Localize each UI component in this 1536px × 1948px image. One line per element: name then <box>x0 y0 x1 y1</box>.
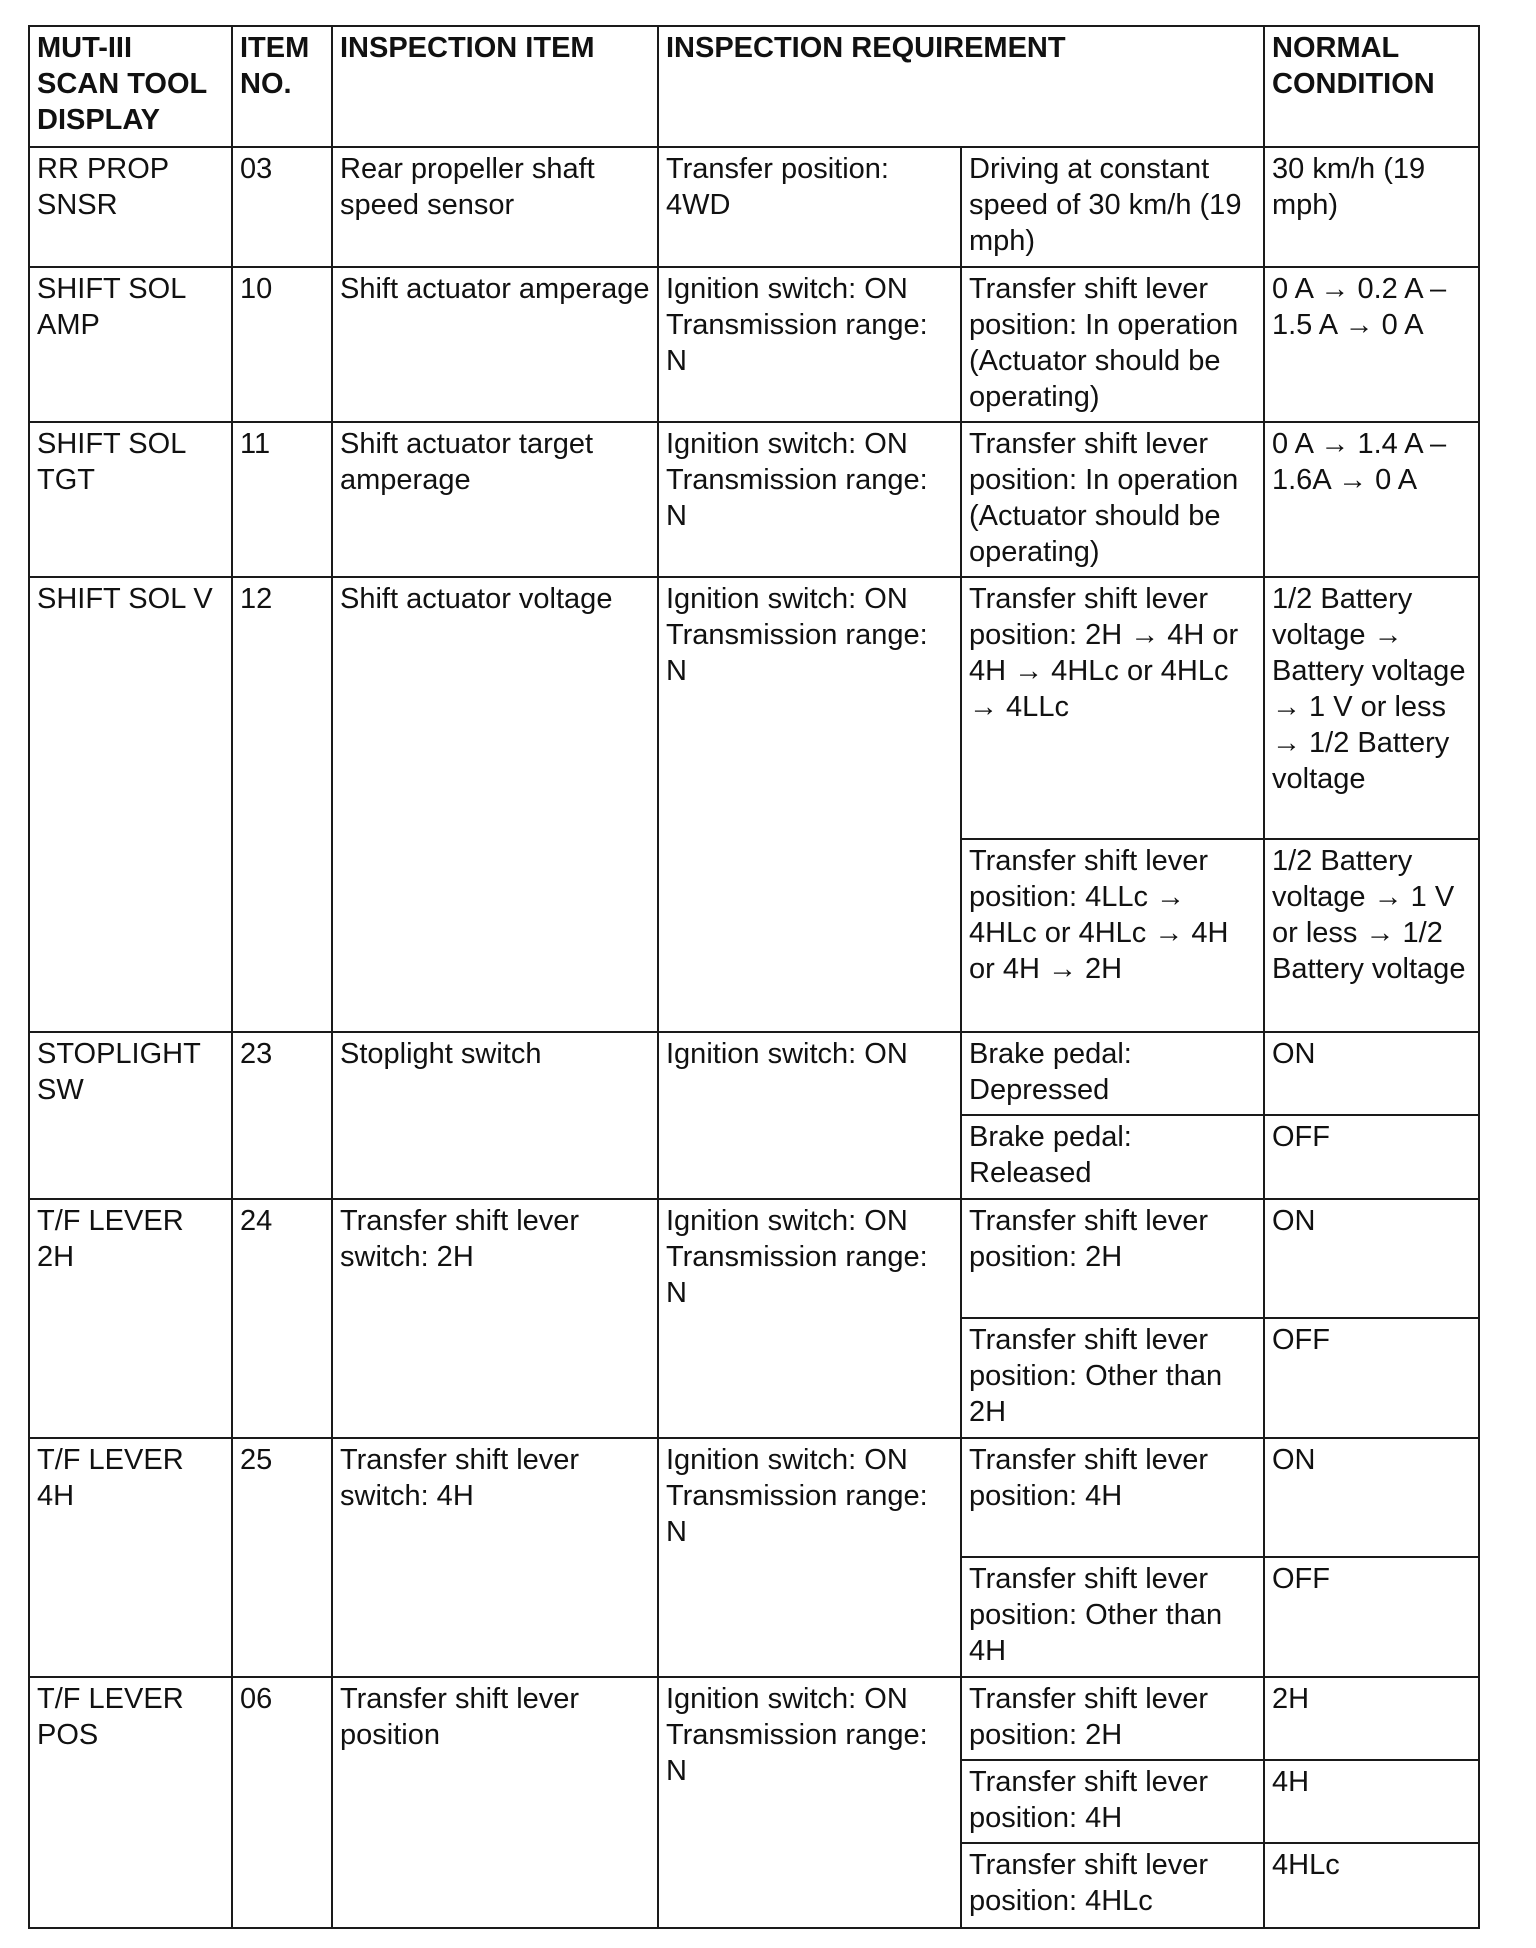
condition-state-cell: Transfer shift lever position: Other than 2H <box>961 1318 1264 1438</box>
item-no-cell: 23 <box>232 1032 332 1199</box>
requirement-cell: Ignition switch: ON Transmission range: N <box>658 1677 961 1928</box>
normal-condition-cell: ON <box>1264 1032 1479 1115</box>
condition-state-cell: Transfer shift lever position: 4HLc <box>961 1843 1264 1928</box>
table-row <box>29 1438 1479 1557</box>
header-row <box>29 26 1479 147</box>
condition-state-cell: Brake pedal: Released <box>961 1115 1264 1199</box>
display-cell: RR PROP SNSR <box>29 147 232 267</box>
normal-condition-cell: 4H <box>1264 1760 1479 1843</box>
display-cell: SHIFT SOL V <box>29 577 232 1032</box>
item-no-cell: 25 <box>232 1438 332 1677</box>
normal-condition-cell: 4HLc <box>1264 1843 1479 1928</box>
header-display: MUT-III SCAN TOOL DISPLAY <box>29 26 232 147</box>
item-no-cell: 11 <box>232 422 332 577</box>
normal-condition-cell: OFF <box>1264 1318 1479 1438</box>
condition-state-cell: Transfer shift lever position: Other than 4H <box>961 1557 1264 1677</box>
display-cell: T/F LEVER 2H <box>29 1199 232 1438</box>
condition-state-cell: Brake pedal: Depressed <box>961 1032 1264 1115</box>
header-inspection-item: INSPECTION ITEM <box>332 26 658 147</box>
inspection-item-cell: Transfer shift lever switch: 4H <box>332 1438 658 1677</box>
inspection-item-cell: Stoplight switch <box>332 1032 658 1199</box>
inspection-item-cell: Transfer shift lever position <box>332 1677 658 1928</box>
table-row <box>29 147 1479 267</box>
normal-condition-cell: ON <box>1264 1199 1479 1318</box>
condition-state-cell: Transfer shift lever position: 4H <box>961 1438 1264 1557</box>
table-row <box>29 1032 1479 1115</box>
display-cell: T/F LEVER POS <box>29 1677 232 1928</box>
table-row <box>29 1199 1479 1318</box>
display-cell: SHIFT SOL AMP <box>29 267 232 422</box>
normal-condition-cell: 0 A → 0.2 A – 1.5 A → 0 A <box>1264 267 1479 422</box>
inspection-item-cell: Transfer shift lever switch: 2H <box>332 1199 658 1438</box>
normal-condition-cell: ON <box>1264 1438 1479 1557</box>
inspection-item-cell: Shift actuator voltage <box>332 577 658 1032</box>
header-item-no: ITEM NO. <box>232 26 332 147</box>
table-row <box>29 267 1479 422</box>
requirement-cell: Ignition switch: ON Transmission range: N <box>658 1438 961 1677</box>
inspection-table <box>28 25 1480 1929</box>
normal-condition-cell: 1/2 Battery voltage → Battery voltage → 1 V or less → 1/2 Battery voltage <box>1264 577 1479 839</box>
requirement-cell: Transfer position: 4WD <box>658 147 961 267</box>
condition-state-cell: Transfer shift lever position: 4LLc → 4HLc or 4HLc → 4H or 4H → 2H <box>961 839 1264 1032</box>
requirement-cell: Ignition switch: ON Transmission range: N <box>658 422 961 577</box>
condition-state-cell: Transfer shift lever position: In operation (Actuator should be operating) <box>961 422 1264 577</box>
normal-condition-cell: OFF <box>1264 1115 1479 1199</box>
condition-state-cell: Transfer shift lever position: 2H → 4H or 4H → 4HLc or 4HLc → 4LLc <box>961 577 1264 839</box>
item-no-cell: 03 <box>232 147 332 267</box>
item-no-cell: 10 <box>232 267 332 422</box>
inspection-item-cell: Rear propeller shaft speed sensor <box>332 147 658 267</box>
header-inspection-requirement: INSPECTION REQUIREMENT <box>658 26 1264 147</box>
condition-state-cell: Transfer shift lever position: 2H <box>961 1677 1264 1760</box>
requirement-cell: Ignition switch: ON Transmission range: N <box>658 267 961 422</box>
table-row <box>29 1677 1479 1760</box>
item-no-cell: 06 <box>232 1677 332 1928</box>
inspection-item-cell: Shift actuator amperage <box>332 267 658 422</box>
table-row <box>29 422 1479 577</box>
normal-condition-cell: 0 A → 1.4 A – 1.6A → 0 A <box>1264 422 1479 577</box>
inspection-item-cell: Shift actuator target amperage <box>332 422 658 577</box>
requirement-cell: Ignition switch: ON <box>658 1032 961 1199</box>
requirement-cell: Ignition switch: ON Transmission range: N <box>658 577 961 1032</box>
condition-state-cell: Transfer shift lever position: 4H <box>961 1760 1264 1843</box>
table-row <box>29 577 1479 839</box>
item-no-cell: 12 <box>232 577 332 1032</box>
display-cell: SHIFT SOL TGT <box>29 422 232 577</box>
item-no-cell: 24 <box>232 1199 332 1438</box>
normal-condition-cell: 1/2 Battery voltage → 1 V or less → 1/2 Battery voltage <box>1264 839 1479 1032</box>
normal-condition-cell: 2H <box>1264 1677 1479 1760</box>
normal-condition-cell: OFF <box>1264 1557 1479 1677</box>
requirement-cell: Ignition switch: ON Transmission range: N <box>658 1199 961 1438</box>
normal-condition-cell: 30 km/h (19 mph) <box>1264 147 1479 267</box>
header-normal-condition: NORMAL CONDITION <box>1264 26 1479 147</box>
display-cell: T/F LEVER 4H <box>29 1438 232 1677</box>
condition-state-cell: Transfer shift lever position: 2H <box>961 1199 1264 1318</box>
display-cell: STOPLIGHT SW <box>29 1032 232 1199</box>
condition-state-cell: Transfer shift lever position: In operation (Actuator should be operating) <box>961 267 1264 422</box>
condition-state-cell: Driving at constant speed of 30 km/h (19 mph) <box>961 147 1264 267</box>
